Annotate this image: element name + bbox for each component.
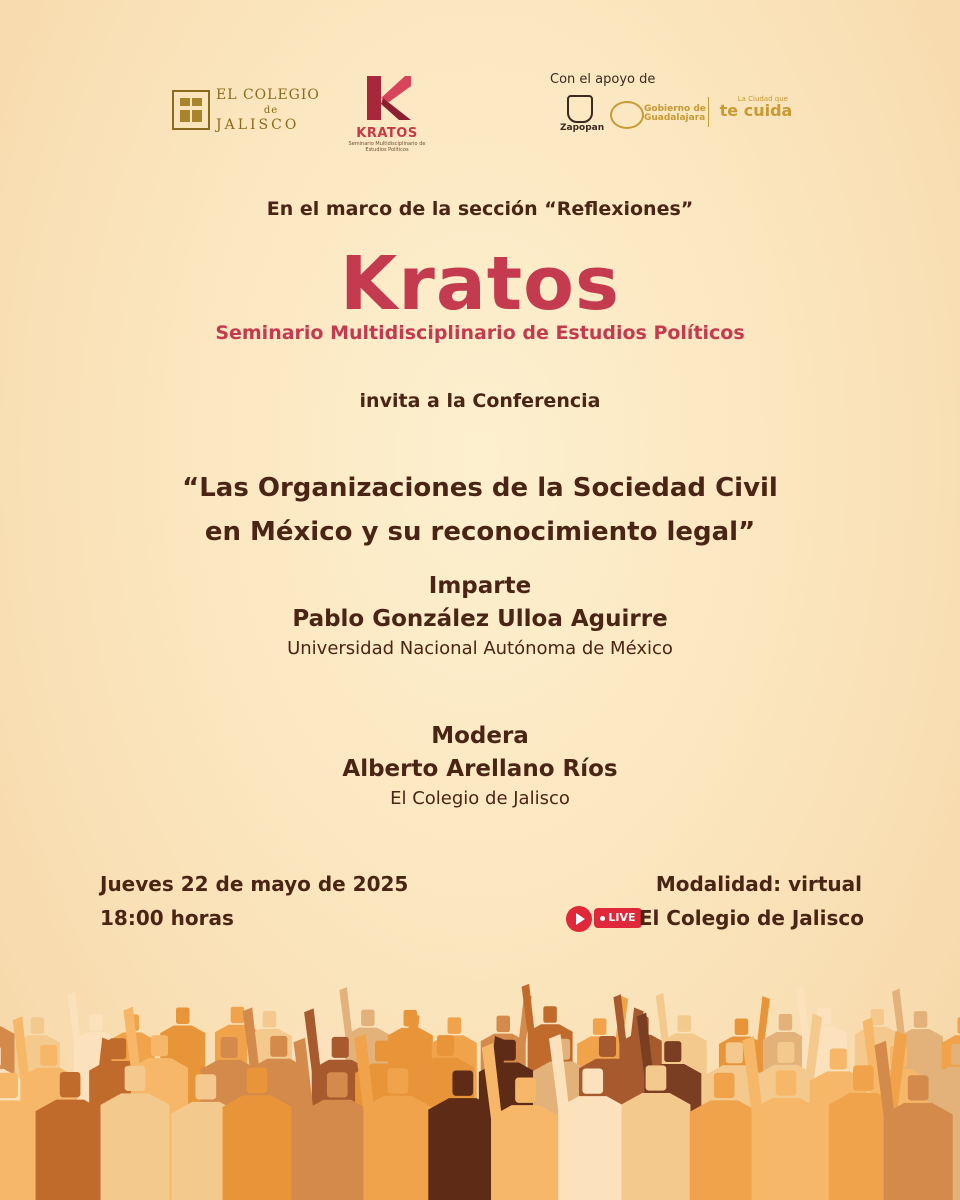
- tecuida-small-label: La Ciudad que: [737, 95, 788, 103]
- youtube-play-icon: [566, 906, 592, 932]
- moderator-institution: El Colegio de Jalisco: [390, 788, 570, 809]
- speaker-role: Imparte: [428, 573, 532, 599]
- moderator-name: Alberto Arellano Ríos: [342, 756, 618, 782]
- page-subtitle: Seminario Multidisciplinario de Estudios Políticos: [215, 322, 745, 344]
- event-date: Jueves 22 de mayo de 2025: [100, 872, 409, 896]
- guadalajara-seal-icon: [610, 101, 644, 129]
- zapopan-seal-icon: [567, 95, 593, 123]
- colegio-emblem-icon: [172, 90, 210, 130]
- live-label: LIVE: [608, 911, 636, 924]
- colegio-logo-line2: de: [263, 105, 279, 116]
- kratos-logo: [348, 72, 426, 162]
- guadalajara-label: Gobierno de Guadalajara: [644, 104, 706, 123]
- support-label: Con el apoyo de: [550, 72, 656, 87]
- tecuida-logo: [716, 95, 796, 119]
- live-dot-icon: [600, 916, 605, 921]
- zapopan-logo: [560, 95, 605, 133]
- colegio-jalisco-logo: [172, 88, 332, 134]
- speaker-name: Pablo González Ulloa Aguirre: [292, 606, 668, 632]
- live-badge: [566, 906, 644, 932]
- colegio-logo-line1: EL COLEGIO: [216, 87, 320, 103]
- kratos-k-icon: [361, 72, 413, 124]
- moderator-role: Modera: [431, 723, 529, 749]
- logo-divider: [708, 97, 709, 127]
- page-title: Kratos: [339, 241, 621, 327]
- conference-title-line1: “Las Organizaciones de la Sociedad Civil: [182, 473, 778, 503]
- event-time: 18:00 horas: [100, 906, 234, 930]
- intro-text: En el marco de la sección “Reflexiones”: [266, 198, 694, 220]
- kratos-logo-name: KRATOS: [356, 126, 418, 141]
- support-logos: [548, 72, 798, 135]
- event-mode: Modalidad: virtual: [655, 872, 862, 896]
- tecuida-big-label: te cuida: [719, 101, 793, 120]
- invite-text: invita a la Conferencia: [359, 390, 601, 412]
- speaker-institution: Universidad Nacional Autónoma de México: [287, 638, 673, 659]
- kratos-logo-subtitle: Seminario Multidisciplinario de Estudios Políticos: [348, 141, 426, 153]
- colegio-logo-line3: JALISCO: [216, 117, 300, 133]
- conference-title-line2: en México y su reconocimiento legal”: [204, 517, 756, 547]
- event-channel: El Colegio de Jalisco: [638, 906, 864, 930]
- zapopan-label: Zapopan: [560, 123, 605, 133]
- crowd-illustration: [0, 975, 960, 1200]
